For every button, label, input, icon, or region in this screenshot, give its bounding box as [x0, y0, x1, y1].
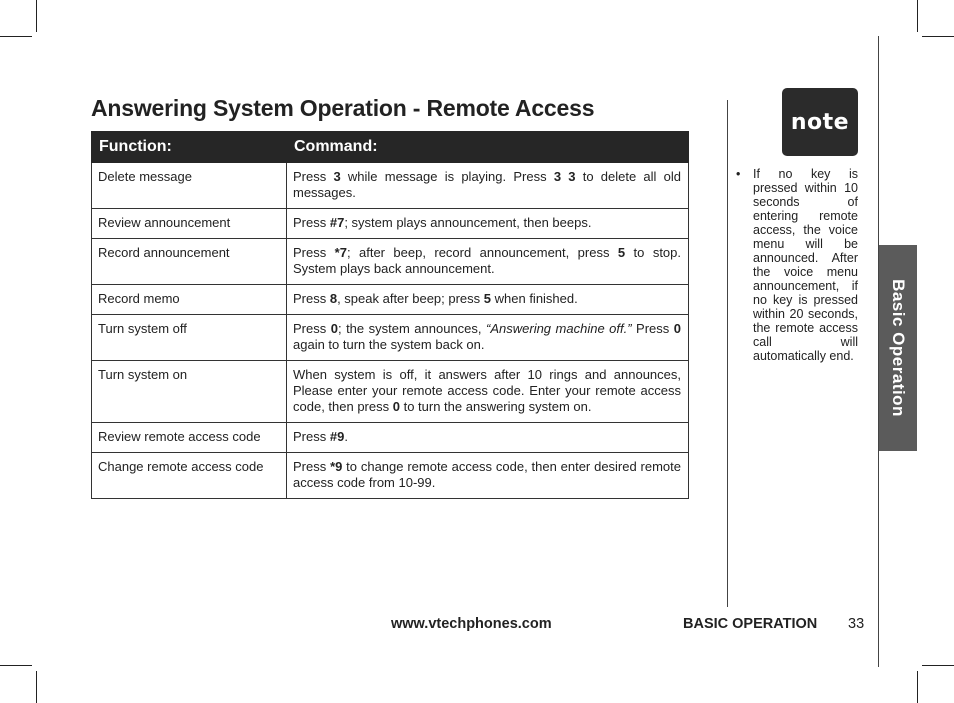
command-text: 5 — [617, 245, 626, 260]
command-text: 0 — [330, 321, 338, 336]
note-badge — [782, 88, 858, 156]
command-text: Press — [293, 169, 334, 184]
command-text: *9 — [330, 459, 343, 474]
command-text: to turn the answering system on. — [399, 399, 592, 414]
function-cell: Change remote access code — [92, 453, 287, 499]
command-cell — [287, 239, 689, 285]
command-text: 0 — [392, 399, 400, 414]
note-text — [736, 167, 858, 363]
command-cell — [287, 285, 689, 315]
command-text: to stop. System plays back announcement. — [293, 245, 682, 276]
command-text: “Answering machine off.” — [486, 321, 632, 336]
column-divider — [727, 100, 728, 607]
command-text: , speak after beep; press — [337, 291, 484, 306]
command-text: 0 — [673, 321, 682, 336]
function-cell: Review remote access code — [92, 423, 287, 453]
function-cell: Turn system off — [92, 315, 287, 361]
command-text: again to turn the system back on. — [293, 337, 485, 352]
table-row — [92, 239, 689, 285]
command-cell — [287, 361, 689, 423]
command-text: Press — [293, 459, 331, 474]
table-row — [92, 163, 689, 209]
bullet-icon: • — [736, 167, 741, 181]
command-table — [91, 131, 689, 499]
note-body: If no key is pressed within 10 seconds of entering remote access, the voice menu will be announced. After the voice menu announcement, if no key is pressed within 20 seconds, the remote access call will automatically end. — [753, 167, 858, 363]
page-title: Answering System Operation - Remote Access — [91, 95, 595, 121]
command-text: 3 — [333, 169, 341, 184]
command-text: Press — [293, 321, 331, 336]
function-cell: Record memo — [92, 285, 287, 315]
command-text: #9 — [329, 429, 345, 444]
command-text: *7 — [334, 245, 347, 260]
table-body — [92, 163, 689, 499]
footer-url: www.vtechphones.com — [391, 616, 552, 632]
table-header-row — [92, 132, 689, 163]
table-row — [92, 209, 689, 239]
command-cell — [287, 315, 689, 361]
column-header-function: Function: — [92, 132, 287, 163]
command-cell — [287, 163, 689, 209]
command-text: #7 — [329, 215, 345, 230]
function-cell: Delete message — [92, 163, 287, 209]
command-text: When system is off, it answers after 10 rings and announces, Please enter your remote access code. Enter your remote access code, then press — [293, 367, 681, 414]
command-text: ; system plays announcement, then beeps. — [344, 215, 592, 230]
command-text: ; the system announces, — [337, 321, 487, 336]
command-cell — [287, 209, 689, 239]
command-text: . — [344, 429, 348, 444]
function-cell: Review announcement — [92, 209, 287, 239]
crop-mark — [922, 36, 954, 37]
command-text: Press — [631, 321, 674, 336]
table-row — [92, 361, 689, 423]
command-text: to delete all old messages. — [293, 169, 681, 200]
command-text: Press — [293, 291, 330, 306]
crop-mark — [0, 36, 32, 37]
command-text: 5 — [483, 291, 492, 306]
command-cell — [287, 453, 689, 499]
crop-mark — [0, 665, 32, 666]
section-tab-label: Basic Operation — [889, 279, 908, 417]
command-text: 8 — [329, 291, 338, 306]
table-row — [92, 423, 689, 453]
crop-mark — [917, 671, 918, 703]
function-cell: Turn system on — [92, 361, 287, 423]
command-text: to change remote access code, then enter desired remote access code from 10-99. — [293, 459, 682, 490]
command-text: 3 3 — [553, 169, 576, 184]
command-text: while message is playing. Press — [340, 169, 554, 184]
crop-mark — [917, 0, 918, 32]
command-text: Press — [293, 245, 335, 260]
crop-mark — [36, 0, 37, 32]
note-badge-label: note — [790, 109, 850, 135]
table-row — [92, 453, 689, 499]
footer-section: BASIC OPERATION — [683, 616, 818, 632]
table-row — [92, 315, 689, 361]
column-header-command: Command: — [287, 132, 689, 163]
command-text: Press — [293, 215, 330, 230]
table-row — [92, 285, 689, 315]
crop-mark — [922, 665, 954, 666]
function-cell: Record announcement — [92, 239, 287, 285]
command-cell — [287, 423, 689, 453]
command-text: Press — [293, 429, 330, 444]
crop-mark — [36, 671, 37, 703]
page-number: 33 — [848, 616, 865, 632]
section-tab — [879, 245, 917, 451]
command-text: when finished. — [491, 291, 578, 306]
command-text: ; after beep, record announcement, press — [346, 245, 618, 260]
